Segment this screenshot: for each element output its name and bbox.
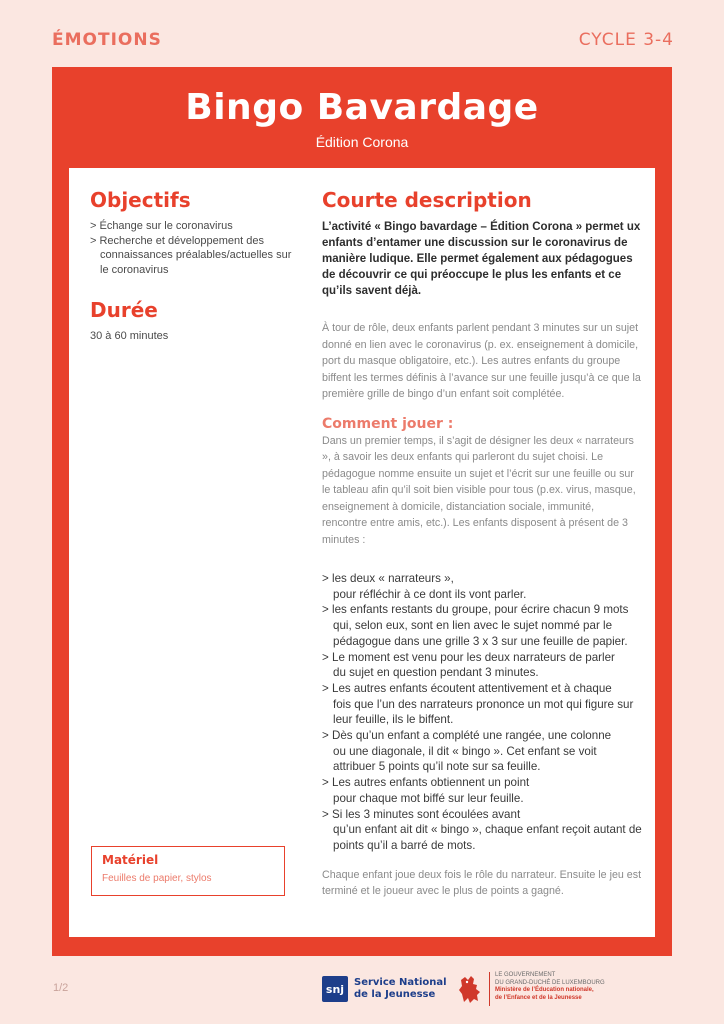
snj-logo-text <box>354 977 447 1001</box>
step-first-line: > Dès qu’un enfant a complété une rangée, une colonne <box>322 729 612 743</box>
duree-text: 30 à 60 minutes <box>90 330 169 342</box>
list-item <box>322 728 642 775</box>
snj-logo <box>322 976 447 1002</box>
snj-logo-icon: snj <box>322 976 348 1002</box>
step-continuation: qu’un enfant ait dit « bingo », chaque enfant reçoit autant de points qu’il a barré de mots. <box>333 823 642 852</box>
materiel-heading: Matériel <box>102 853 159 867</box>
comment-jouer-heading: Comment jouer : <box>322 415 454 432</box>
government-logo-text <box>495 972 605 1002</box>
step-first-line: > Les autres enfants écoutent attentivement et à chaque <box>322 681 612 695</box>
cycle-label: CYCLE 3-4 <box>578 30 674 50</box>
list-item <box>322 807 642 854</box>
lion-icon <box>456 972 484 1006</box>
list-item <box>322 571 642 602</box>
step-continuation: fois que l’un des narrateurs prononce un mot qui figure sur leur feuille, ils le biffent. <box>333 697 634 727</box>
gov-line: Ministère de l’Éducation nationale, <box>495 987 594 994</box>
page-number: 1/2 <box>53 982 69 994</box>
objectif-item: > Recherche et développement des connaissances préalables/actuelles sur le coronavirus <box>90 234 292 276</box>
duree-heading: Durée <box>90 298 158 322</box>
final-paragraph: Chaque enfant joue deux fois le rôle du narrateur. Ensuite le jeu est terminé et le joueur avec le plus de points a gagné. <box>322 868 642 898</box>
step-continuation: qui, selon eux, sont en lien avec le sujet nommé par le pédagogue dans une grille 3 x 3 sur une feuille de papier. <box>333 619 628 648</box>
materiel-text: Feuilles de papier, stylos <box>102 873 212 884</box>
content-panel <box>69 168 655 937</box>
left-column <box>90 187 300 344</box>
step-continuation: pour chaque mot biffé sur leur feuille. <box>333 791 524 805</box>
page-title: Bingo Bavardage <box>185 87 539 128</box>
list-item <box>322 602 642 649</box>
gov-line: LE GOUVERNEMENT <box>495 972 556 978</box>
step-first-line: > Le moment est venu pour les deux narrateurs de parler <box>322 650 615 664</box>
materiel-box <box>91 846 285 896</box>
comment-jouer-text: Dans un premier temps, il s’agit de désigner les deux « narrateurs », à savoir les deux enfants qui parleront du sujet choisi. Le pédagogue nomme ensuite un sujet et l’écrit sur une feuille ou sur le tableau afin qu’il soit bien visible pour tous (p.ex. virus, masque, enseignement à domicile, distanciation sociale, immunité, rencontre entre amis, etc.). Les enfants disposent à présent de 3 minutes : <box>322 434 636 546</box>
description-intro: L’activité « Bingo bavardage – Édition Corona » permet ux enfants d’entamer une discussion sur le coronavirus de manière ludique. Elle permet également aux pédagogues de découvrir ce qui préoccupe le plus les enfants et ce qu’ils savent déjà. <box>322 221 641 297</box>
steps-list <box>322 571 642 854</box>
step-continuation: ou une diagonale, il dit « bingo ». Cet enfant se voit attribuer 5 points qu’il note sur sa feuille. <box>333 744 597 774</box>
gov-line: de l’Enfance et de la Jeunesse <box>495 994 582 1001</box>
step-continuation: du sujet en question pendant 3 minutes. <box>333 666 539 680</box>
logo-divider <box>489 972 490 1006</box>
step-continuation: pour réfléchir à ce dont ils vont parler. <box>333 587 527 601</box>
objectif-item: > Échange sur le coronavirus <box>90 220 233 232</box>
government-logo <box>456 972 605 1006</box>
snj-line: Service National <box>354 977 447 988</box>
step-first-line: > les deux « narrateurs », <box>322 572 454 585</box>
right-column <box>322 187 642 900</box>
step-first-line: > les enfants restants du groupe, pour écrire chacun 9 mots <box>322 603 629 617</box>
snj-line: de la Jeunesse <box>354 989 436 1000</box>
activity-card <box>52 67 672 956</box>
step-first-line: > Si les 3 minutes sont écoulées avant <box>322 807 521 821</box>
page-subtitle: Édition Corona <box>315 134 409 150</box>
list-item <box>322 650 642 681</box>
list-item <box>322 775 642 806</box>
list-item <box>322 681 642 728</box>
step-first-line: > Les autres enfants obtiennent un point <box>322 776 530 790</box>
category-label: ÉMOTIONS <box>52 30 162 50</box>
description-heading: Courte description <box>322 188 532 212</box>
gov-line: DU GRAND-DUCHÉ DE LUXEMBOURG <box>495 979 605 986</box>
description-paragraph: À tour de rôle, deux enfants parlent pendant 3 minutes sur un sujet donné en lien avec le coronavirus (p. ex. enseignement à domicile, port du masque obligatoire, etc.). Les autres enfants du groupe biffent les termes définis à l’avance sur une feuille jusqu’à ce que la première grille de bingo d’un enfant soit complétée. <box>322 322 641 400</box>
objectifs-heading: Objectifs <box>90 188 191 212</box>
